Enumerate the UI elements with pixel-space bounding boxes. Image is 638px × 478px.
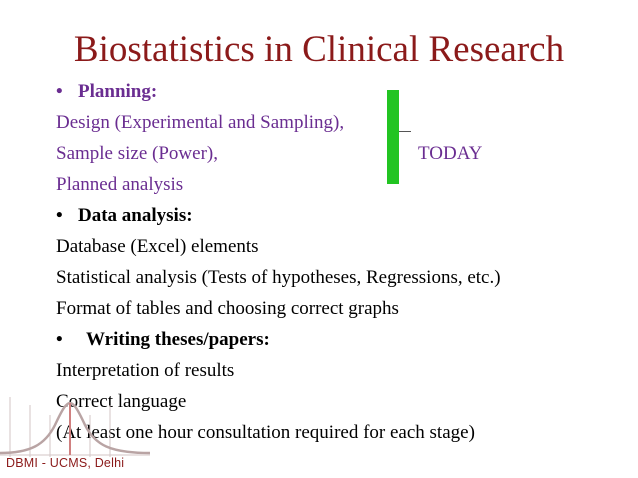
writing-item-language: Correct language [56, 391, 187, 412]
today-label: TODAY [418, 143, 483, 164]
planning-heading-line [56, 80, 157, 103]
writing-item-consultation: (At least one hour consultation required for each stage) [56, 422, 475, 443]
writing-item-interpretation: Interpretation of results [56, 360, 235, 381]
data-analysis-heading-line [56, 204, 193, 227]
writing-heading-line [56, 328, 270, 351]
bullet-icon: • [56, 81, 63, 102]
writing-heading: Writing theses/papers: [86, 329, 270, 350]
data-analysis-item-tables: Format of tables and choosing correct graphs [56, 298, 399, 319]
planning-item-sample-size: Sample size (Power), [56, 143, 218, 164]
today-bracket-tick [399, 131, 411, 132]
planning-item-planned-analysis: Planned analysis [56, 174, 184, 195]
slide-title: Biostatistics in Clinical Research [73, 29, 565, 70]
planning-item-design: Design (Experimental and Sampling), [56, 112, 345, 133]
data-analysis-item-database: Database (Excel) elements [56, 236, 259, 257]
data-analysis-heading: Data analysis: [78, 205, 193, 226]
bullet-icon: • [56, 329, 63, 350]
planning-heading: Planning: [78, 81, 158, 102]
logo-text: DBMI - UCMS, Delhi [6, 456, 125, 470]
today-bracket-bar [387, 90, 399, 184]
bullet-icon: • [56, 205, 63, 226]
data-analysis-item-statistical: Statistical analysis (Tests of hypotheses, Regressions, etc.) [56, 267, 501, 288]
